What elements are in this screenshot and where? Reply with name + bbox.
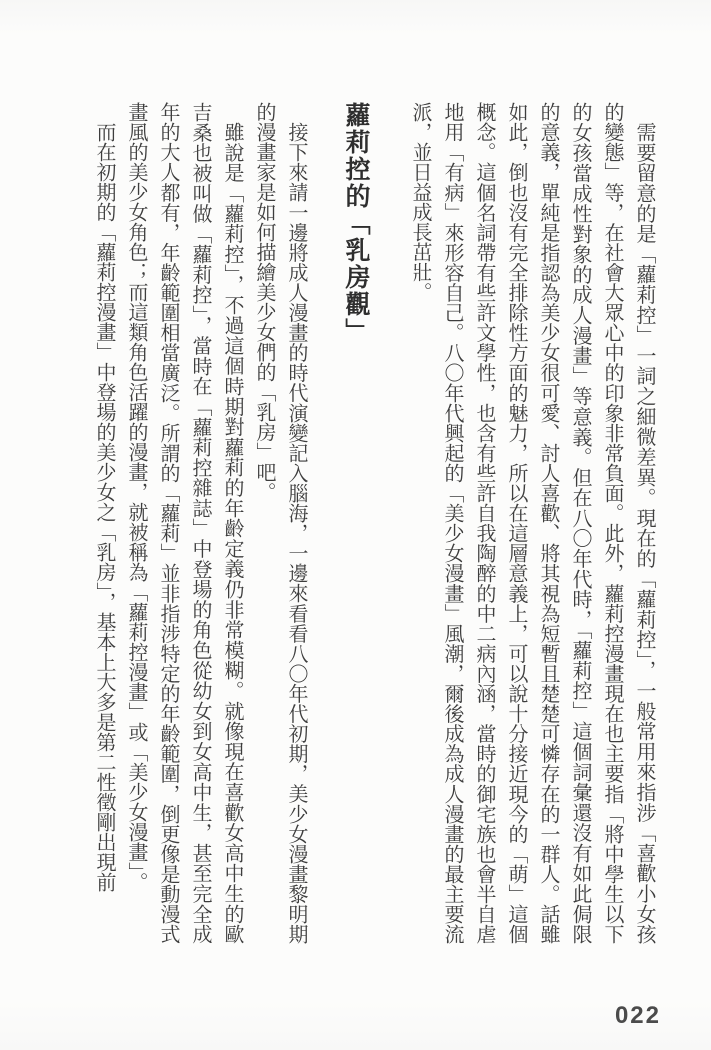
section-heading: 蘿莉控的「乳房觀」 bbox=[342, 102, 369, 345]
page-number: 022 bbox=[614, 1002, 661, 1029]
paragraph: 雖說是「蘿莉控」，不過這個時期對蘿莉的年齡定義仍非常模糊。就像現在喜歡女高中生的歐吉桑也被叫做「蘿莉控」，當時在「蘿莉控雜誌」中登場的角色從幼女到女高中生，甚至完全成年的大人都有，年齡範圍相當廣泛。所謂的「蘿莉」並非指涉特定的年齡範圍，倒更像是動漫式畫風的美少女角色；而這類角色活躍的漫畫，就被稱為「蘿莉控漫畫」或「美少女漫畫」。 bbox=[125, 102, 243, 944]
paragraph: 接下來請一邊將成人漫畫的時代演變記入腦海，一邊來看看八〇年代初期，美少女漫畫黎明期的漫畫家是如何描繪美少女們的「乳房」吧。 bbox=[253, 102, 307, 944]
paragraph: 而在初期的「蘿莉控漫畫」中登場的美少女之「乳房」，基本上大多是第二性徵剛出現前 bbox=[93, 122, 115, 892]
vertical-text-area bbox=[88, 102, 660, 944]
paragraph-continued: 需要留意的是「蘿莉控」一詞之細微差異。現在的「蘿莉控」，一般常用來指涉「喜歡小女孩的變態」等，在社會大眾心中的印象非常負面。此外，蘿莉控漫畫現在也主要指「將中學生以下的女孩當成性對象的成人漫畫」等意義。但在八〇年代時，「蘿莉控」這個詞彙還沒有如此侷限的意義，單純是指認為美少女很可愛、討人喜歡、將其視為短暫且楚楚可憐存在的一群人。話雖如此，倒也沒有完全排除性方面的魅力，所以在這層意義上，可以說十分接近現今的「萌」這個概念。這個名詞帶有些許文學性，也含有些許自我陶醉的中二病內涵，當時的御宅族也會半自虐地用「有病」來形容自己。八〇年代興起的「美少女漫畫」風潮，爾後成為成人漫畫的最主要流派，並日益成長茁壯。 bbox=[409, 102, 655, 944]
